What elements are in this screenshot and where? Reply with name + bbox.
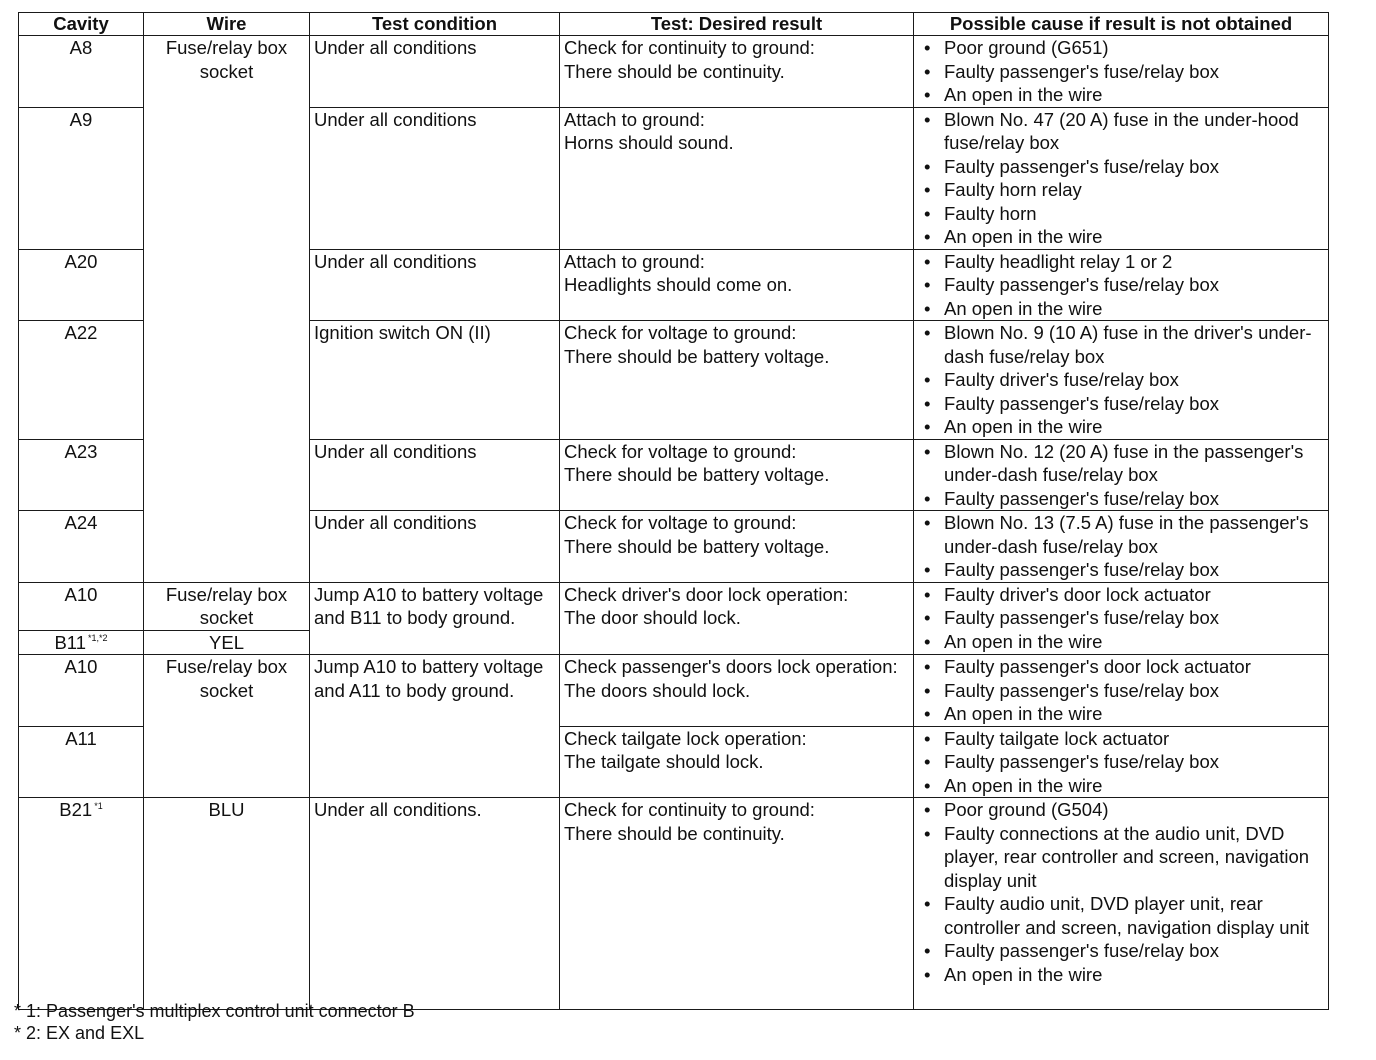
cause-item: • An open in the wire	[918, 297, 1324, 321]
desired-expect: There should be continuity.	[564, 60, 785, 82]
table-row	[19, 798, 1329, 1010]
cavity-cell: A11	[19, 726, 144, 798]
condition-cell: Ignition switch ON (II)	[310, 321, 560, 440]
desired-result-cell	[560, 511, 914, 583]
desired-expect: The doors should lock.	[564, 679, 751, 701]
cause-item: • An open in the wire	[918, 702, 1324, 726]
cavity-cell: A23	[19, 439, 144, 511]
desired-result-cell	[560, 655, 914, 727]
cause-item: • An open in the wire	[918, 630, 1324, 654]
possible-cause-cell	[914, 726, 1329, 798]
wire-cell: YEL	[144, 630, 310, 655]
cause-item: • Faulty passenger's fuse/relay box	[918, 487, 1324, 511]
possible-cause-cell	[914, 582, 1329, 655]
cavity-label: B11	[54, 631, 86, 653]
desired-check: Check tailgate lock operation:	[564, 727, 807, 749]
header-desired-result: Test: Desired result	[560, 13, 914, 36]
footnote-1: * 1: Passenger's multiplex control unit connector B	[14, 1001, 415, 1021]
desired-check: Check for voltage to ground:	[564, 440, 797, 462]
cause-item: • Faulty passenger's fuse/relay box	[918, 679, 1324, 703]
cause-item: • Faulty audio unit, DVD player unit, rear controller and screen, navigation display unit	[918, 892, 1324, 939]
desired-expect: Horns should sound.	[564, 132, 734, 153]
condition-cell: Under all conditions	[310, 107, 560, 249]
header-wire: Wire	[144, 13, 310, 36]
condition-cell: Jump A10 to battery voltage and B11 to body ground.	[310, 582, 560, 655]
desired-check: Check for voltage to ground:	[564, 322, 797, 343]
cause-item: • Faulty passenger's fuse/relay box	[918, 750, 1324, 774]
cavity-cell: A10	[19, 655, 144, 727]
wire-cell: Fuse/relay box socket	[144, 655, 310, 798]
desired-expect: The door should lock.	[564, 607, 741, 628]
footnote-2: * 2: EX and EXL	[14, 1023, 145, 1043]
cause-item: • An open in the wire	[918, 963, 1324, 987]
desired-expect: There should be battery voltage.	[564, 345, 830, 367]
cavity-cell: A24	[19, 511, 144, 583]
cause-item: • Faulty headlight relay 1 or 2	[918, 250, 1324, 274]
desired-expect: There should be continuity.	[564, 822, 785, 844]
table-row	[19, 582, 1329, 630]
possible-cause-cell	[914, 511, 1329, 583]
possible-cause-cell	[914, 439, 1329, 511]
desired-result-cell	[560, 582, 914, 655]
cause-item: • Faulty passenger's door lock actuator	[918, 655, 1324, 679]
cavity-cell	[19, 798, 144, 1010]
cause-item: • Faulty connections at the audio unit, DVD player, rear controller and screen, navigation display unit	[918, 822, 1324, 893]
desired-expect: The tailgate should lock.	[564, 751, 764, 772]
cavity-cell: A20	[19, 249, 144, 321]
cause-item: • Blown No. 12 (20 A) fuse in the passenger's under-dash fuse/relay box	[918, 440, 1324, 487]
desired-result-cell	[560, 249, 914, 321]
header-row	[19, 13, 1329, 36]
cavity-cell: A10	[19, 582, 144, 630]
cavity-cell: A9	[19, 107, 144, 249]
condition-cell: Under all conditions	[310, 511, 560, 583]
cause-item: • An open in the wire	[918, 415, 1324, 439]
desired-check: Check for continuity to ground:	[564, 37, 815, 58]
wire-cell: Fuse/relay box socket	[144, 36, 310, 583]
desired-check: Check for voltage to ground:	[564, 512, 797, 533]
table-row	[19, 655, 1329, 727]
possible-cause-cell	[914, 321, 1329, 440]
header-possible-cause: Possible cause if result is not obtained	[914, 13, 1329, 36]
cause-item: • An open in the wire	[918, 225, 1324, 249]
table-row	[19, 36, 1329, 108]
possible-cause-cell	[914, 36, 1329, 108]
footnotes	[14, 1000, 415, 1044]
cause-item: • Faulty driver's door lock actuator	[918, 583, 1324, 607]
cavity-cell	[19, 630, 144, 655]
condition-cell: Jump A10 to battery voltage and A11 to body ground.	[310, 655, 560, 798]
header-test-condition: Test condition	[310, 13, 560, 36]
desired-result-cell	[560, 726, 914, 798]
desired-result-cell	[560, 321, 914, 440]
cause-item: • Faulty passenger's fuse/relay box	[918, 60, 1324, 84]
condition-cell: Under all conditions	[310, 439, 560, 511]
desired-expect: There should be battery voltage.	[564, 464, 830, 485]
cause-item: • Poor ground (G504)	[918, 798, 1324, 822]
desired-expect: There should be battery voltage.	[564, 535, 830, 557]
desired-result-cell	[560, 36, 914, 108]
cause-item: • Blown No. 13 (7.5 A) fuse in the passenger's under-dash fuse/relay box	[918, 511, 1324, 558]
cause-item: • Faulty tailgate lock actuator	[918, 727, 1324, 751]
cause-item: • Faulty passenger's fuse/relay box	[918, 273, 1324, 297]
desired-check: Attach to ground:	[564, 108, 705, 130]
cause-item: • Poor ground (G651)	[918, 36, 1324, 60]
possible-cause-cell	[914, 249, 1329, 321]
cause-item: • Faulty passenger's fuse/relay box	[918, 558, 1324, 582]
cause-item: • Blown No. 9 (10 A) fuse in the driver's under-dash fuse/relay box	[918, 321, 1324, 368]
cause-item: • Faulty passenger's fuse/relay box	[918, 392, 1324, 416]
cause-item: • Faulty passenger's fuse/relay box	[918, 939, 1324, 963]
footnote-marker: *1,*2	[88, 633, 108, 644]
condition-cell: Under all conditions.	[310, 798, 560, 1010]
wire-cell: BLU	[144, 798, 310, 1010]
desired-expect: Headlights should come on.	[564, 274, 793, 295]
desired-check: Check for continuity to ground:	[564, 799, 815, 820]
condition-cell: Under all conditions	[310, 249, 560, 321]
wire-cell: Fuse/relay box socket	[144, 582, 310, 630]
footnote-marker: *1	[94, 800, 103, 811]
desired-result-cell	[560, 798, 914, 1010]
possible-cause-cell	[914, 107, 1329, 249]
cause-item: • Faulty passenger's fuse/relay box	[918, 155, 1324, 179]
cavity-cell: A22	[19, 321, 144, 440]
possible-cause-cell	[914, 655, 1329, 727]
cause-item: • Faulty passenger's fuse/relay box	[918, 606, 1324, 630]
cause-item: • Faulty driver's fuse/relay box	[918, 368, 1324, 392]
desired-check: Check passenger's doors lock operation:	[564, 656, 898, 677]
desired-result-cell	[560, 107, 914, 249]
cause-item: • Faulty horn relay	[918, 178, 1324, 202]
condition-cell: Under all conditions	[310, 36, 560, 108]
desired-check: Check driver's door lock operation:	[564, 583, 849, 605]
desired-check: Attach to ground:	[564, 250, 705, 272]
connector-test-table	[18, 12, 1329, 1010]
header-cavity: Cavity	[19, 13, 144, 36]
cause-item: • An open in the wire	[918, 83, 1324, 107]
cause-item: • Blown No. 47 (20 A) fuse in the under-hood fuse/relay box	[918, 108, 1324, 155]
cause-item: • Faulty horn	[918, 202, 1324, 226]
cause-item: • An open in the wire	[918, 774, 1324, 798]
desired-result-cell	[560, 439, 914, 511]
cavity-label: B21	[59, 799, 93, 820]
cavity-cell: A8	[19, 36, 144, 108]
possible-cause-cell	[914, 798, 1329, 1010]
